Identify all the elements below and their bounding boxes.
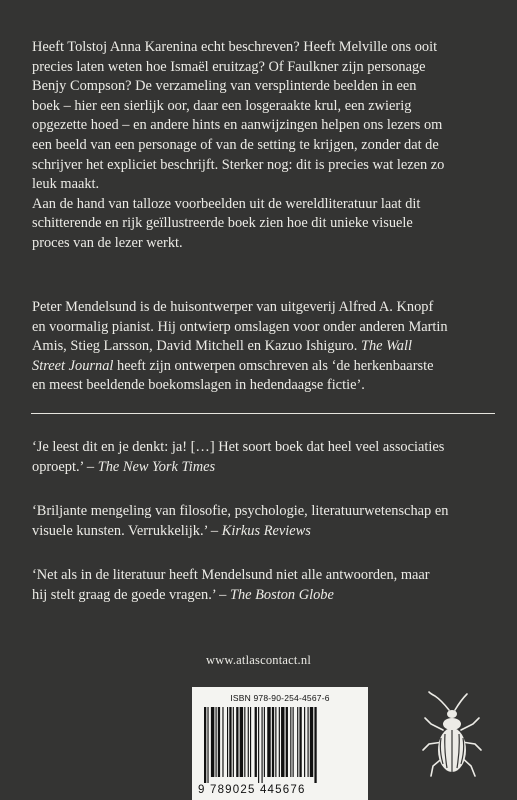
blurb-line: precies laten weten hoe Ismaël eruitzag? Of Faulkner zijn personage: [32, 58, 426, 75]
blurb-line: proces van de lezer werkt.: [32, 234, 183, 251]
barcode-area: [192, 687, 368, 800]
bio-text: heeft zijn ontwerpen omschreven als ‘de herkenbaarste: [117, 357, 434, 374]
bio-line: [32, 357, 490, 377]
quote-line: ‘Briljante mengeling van filosofie, psychologie, literatuurwetenschap en: [32, 503, 449, 519]
quote-text: oproept.’ –: [32, 458, 95, 475]
blurb-line: boek – hier een sierlijk oor, daar een losgeraakte krul, een zwierig: [32, 97, 412, 114]
review-quote: [32, 502, 490, 541]
quote-source: The Boston Globe: [229, 586, 334, 603]
publication-title: Street Journal: [32, 357, 114, 374]
bio-text: Amis, Stieg Larsson, David Mitchell en Kazuo Ishiguro.: [32, 338, 358, 355]
beetle-icon: [419, 690, 485, 790]
blurb-line: Aan de hand van talloze voorbeelden uit de wereldliteratuur laat dit: [32, 195, 421, 212]
section-divider: [31, 413, 495, 414]
quote-line: [32, 458, 490, 478]
bio-line: Peter Mendelsund is de huisontwerper van uitgeverij Alfred A. Knopf: [32, 299, 434, 315]
publisher-url[interactable]: www.atlascontact.nl: [205, 653, 312, 667]
quote-line: ‘Je leest dit en je denkt: ja! […] Het soort boek dat heel veel associaties: [32, 439, 445, 455]
blurb: [32, 38, 490, 254]
quote-line: [32, 586, 490, 606]
author-bio: [32, 298, 490, 396]
bio-line: en meest beeldende boekomslagen in hedendaagse fictie’.: [32, 377, 365, 394]
bio-line: en voormalig pianist. Hij ontwierp omslagen voor onder anderen Martin: [32, 318, 448, 335]
quote-line: ‘Net als in de literatuur heeft Mendelsund niet alle antwoorden, maar: [32, 567, 430, 583]
quote-source: Kirkus Reviews: [221, 522, 311, 539]
quote-source: The New York Times: [97, 458, 216, 475]
bio-line: [32, 337, 490, 357]
blurb-line: Benjy Compson? De verzameling van versplinterde beelden in een: [32, 78, 417, 95]
quote-text: visuele kunsten. Verrukkelijk.’ –: [32, 522, 219, 539]
blurb-line: leuk maakt.: [32, 176, 100, 193]
blurb-line: opgezette hoed – en andere hints en aanwijzingen helpen ons lezers om: [32, 117, 443, 134]
review-quote: [32, 566, 490, 605]
review-quote: [32, 438, 490, 477]
blurb-line: schitterende en rijk geïllustreerde boek zien hoe dit unieke visuele: [32, 215, 413, 232]
blurb-line: Heeft Tolstoj Anna Karenina echt beschreven? Heeft Melville ons ooit: [32, 39, 438, 55]
barcode-digits: 9 789025 445676: [198, 784, 306, 796]
quote-line: [32, 522, 490, 542]
barcode-icon: [202, 707, 358, 783]
blurb-line: een beeld van een personage of van de setting te krijgen, zonder dat de: [32, 136, 439, 153]
isbn-label: ISBN 978-90-254-4567-6: [230, 693, 330, 703]
quote-text: hij stelt graag de goede vragen.’ –: [32, 586, 227, 603]
blurb-line: schrijver het expliciet beschrijft. Sterker nog: dit is precies wat lezen zo: [32, 156, 445, 173]
publication-title: The Wall: [360, 338, 412, 355]
